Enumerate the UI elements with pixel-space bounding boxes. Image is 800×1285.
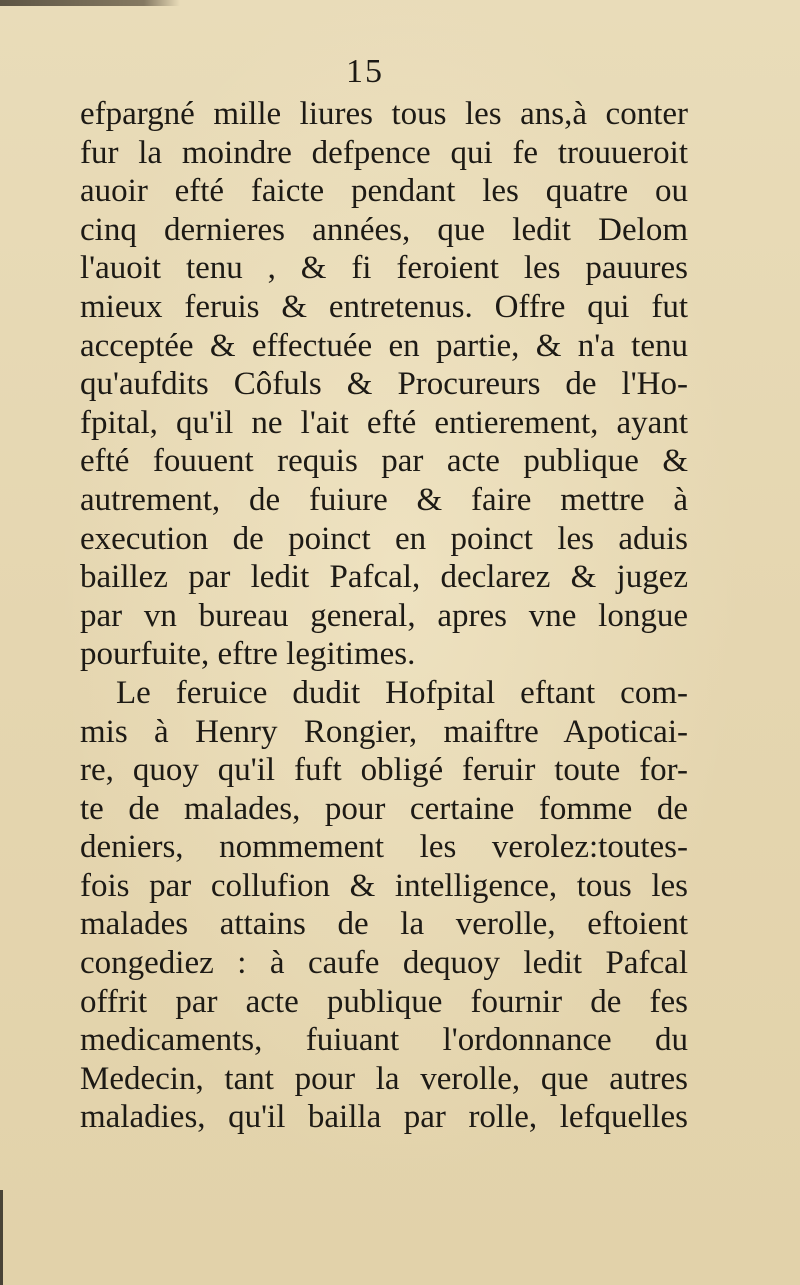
text-line: l'auoit tenu , & fi feroient les pauures (80, 250, 688, 287)
text-line: efpargné mille liures tous les ans,à conter (80, 96, 688, 132)
text-line: efté fouuent requis par acte publique & (80, 443, 688, 480)
text-line: execution de poinct en poinct les aduis (80, 520, 688, 557)
text-line: mis à Henry Rongier, maiftre Apoticai- (80, 713, 688, 750)
text-line: acceptée & effectuée en partie, & n'a tenu (80, 327, 688, 364)
text-line: cinq dernieres années, que ledit Delom (80, 211, 688, 248)
text-line: offrit par acte publique fournir de fes (80, 983, 688, 1020)
text-line: qu'aufdits Côfuls & Procureurs de l'Ho- (80, 366, 688, 403)
text-line: Medecin, tant pour la verolle, que autres (80, 1060, 688, 1097)
text-line: congediez : à caufe dequoy ledit Pafcal (80, 945, 688, 982)
text-line: baillez par ledit Pafcal, declarez & jugez (80, 559, 688, 596)
text-line: mieux feruis & entretenus. Offre qui fut (80, 288, 688, 325)
text-line: te de malades, pour certaine fomme de (80, 790, 688, 827)
text-line: fur la moindre defpence qui fe trouueroit (80, 134, 688, 171)
page-edge-mark (0, 0, 180, 6)
text-line: par vn bureau general, apres vne longue (80, 597, 688, 634)
page-number: 15 (346, 53, 384, 90)
text-line: fois par collufion & intelligence, tous les (80, 867, 688, 904)
text-line: malades attains de la verolle, eftoient (80, 906, 688, 943)
text-line: medicaments, fuiuant l'ordonnance du (80, 1022, 688, 1059)
text-line: pourfuite, eftre legitimes. (80, 636, 416, 673)
text-line: deniers, nommement les verolez:toutes- (80, 829, 688, 866)
text-line: re, quoy qu'il fuft obligé feruir toute for- (80, 752, 688, 789)
text-line: auoir efté faicte pendant les quatre ou (80, 173, 688, 210)
text-line: fpital, qu'il ne l'ait efté entierement, ayant (80, 404, 688, 441)
text-line: Le feruice dudit Hofpital eftant com- (116, 674, 688, 711)
text-line: maladies, qu'il bailla par rolle, lefquelles (80, 1099, 688, 1136)
page-foot (0, 1220, 800, 1285)
text-line: autrement, de fuiure & faire mettre à (80, 481, 688, 518)
body-text (80, 95, 688, 1137)
